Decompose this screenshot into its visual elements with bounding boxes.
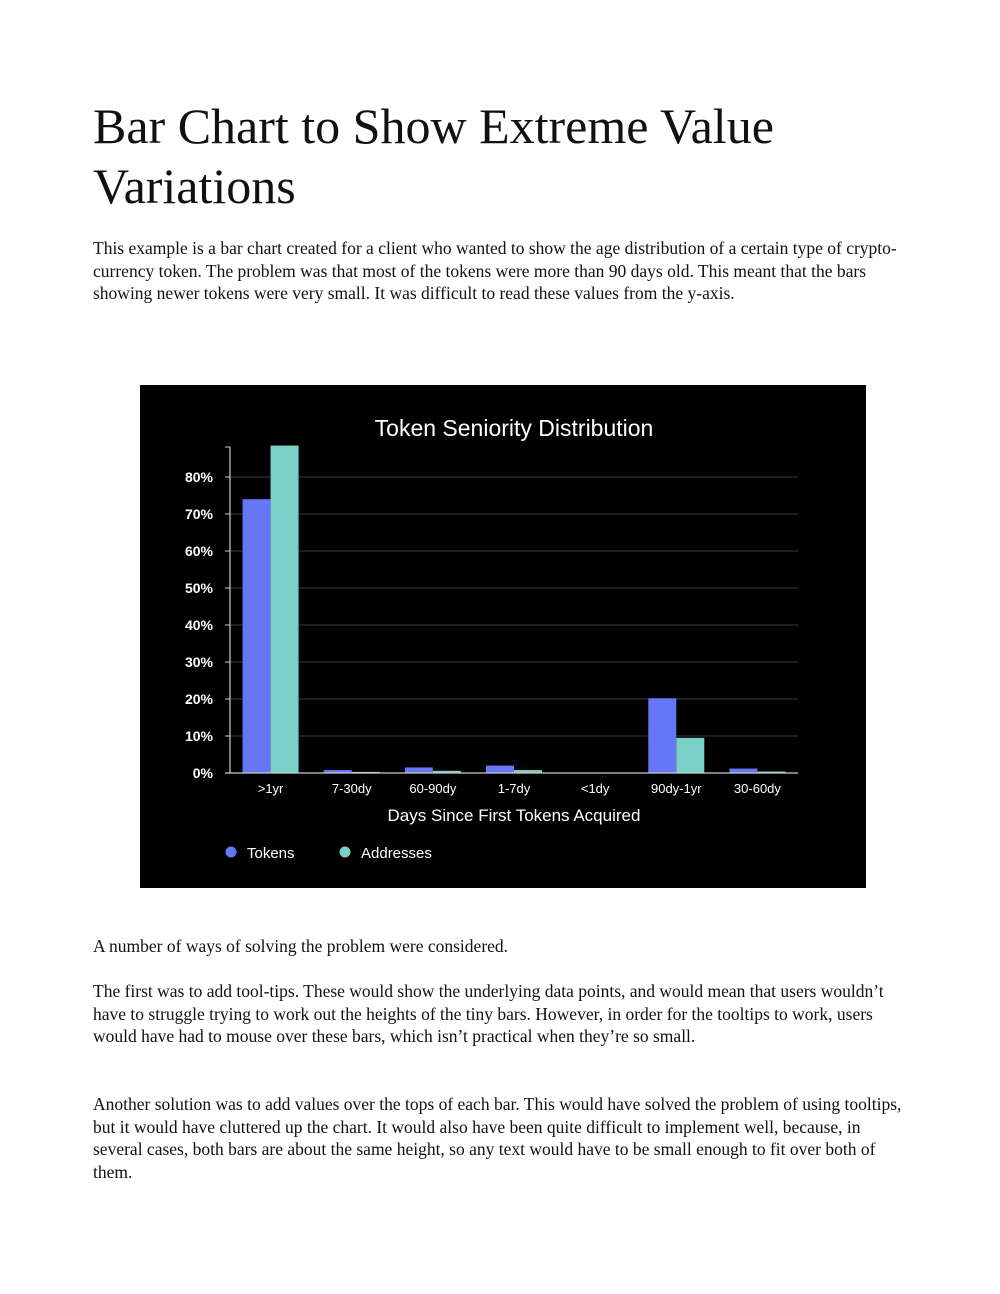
legend-label-tokens: Tokens xyxy=(247,845,295,862)
x-tick-label: 1-7dy xyxy=(497,781,531,796)
y-tick-label: 60% xyxy=(184,543,213,559)
y-tick-label: 50% xyxy=(184,580,213,596)
legend-label-addresses: Addresses xyxy=(361,845,432,862)
y-tick-label: 30% xyxy=(184,654,213,670)
solutions-intro-paragraph: A number of ways of solving the problem were considered. xyxy=(93,936,509,956)
x-tick-label: 7-30dy xyxy=(331,781,372,796)
x-tick-label: <1dy xyxy=(580,781,610,796)
y-tick-label: 0% xyxy=(192,765,213,781)
tooltips-paragraph: The first was to add tool-tips. These would show the underlying data points, and would mean that users wouldn’t have to struggle trying to work out the heights of the tiny bars. However, in order for the tooltips to work, users would have had to mouse over these bars, which isn’t practical when they’re so small. xyxy=(93,981,884,1046)
bar-tokens-2 xyxy=(405,767,433,773)
chart-svg xyxy=(140,385,866,888)
y-tick-label: 70% xyxy=(184,506,213,522)
x-tick-label: 30-60dy xyxy=(733,781,781,796)
y-tick-label: 20% xyxy=(184,691,213,707)
y-tick-label: 80% xyxy=(184,469,213,485)
bar-tokens-0 xyxy=(243,499,271,773)
legend-marker-addresses xyxy=(340,847,351,858)
y-tick-label: 10% xyxy=(184,728,213,744)
bar-tokens-3 xyxy=(486,766,514,773)
legend-marker-tokens xyxy=(226,847,237,858)
bar-tokens-5 xyxy=(648,698,676,773)
chart-title: Token Seniority Distribution xyxy=(374,415,654,441)
bar-chart xyxy=(140,385,866,888)
bar-labels-paragraph: Another solution was to add values over the tops of each bar. This would have solved the problem of using tooltips, but it would have cluttered up the chart. It would also have been quite difficult to implement well, because, in several cases, both bars are about the same height, so any text would have to be small enough to fit over both of them. xyxy=(93,1094,902,1182)
bar-tokens-6 xyxy=(729,769,757,773)
y-tick-label: 40% xyxy=(184,617,213,633)
bar-addresses-5 xyxy=(676,738,704,773)
x-tick-label: 90dy-1yr xyxy=(650,781,702,796)
x-tick-label: 60-90dy xyxy=(409,781,457,796)
x-axis-label: Days Since First Tokens Acquired xyxy=(387,806,641,825)
intro-paragraph: This example is a bar chart created for a client who wanted to show the age distribution of a certain type of crypto-currency token. The problem was that most of the tokens were more than 90 days old. This meant that the bars showing newer tokens were very small. It was difficult to read these values from the y-axis. xyxy=(93,238,897,303)
x-tick-label: >1yr xyxy=(257,781,284,796)
bar-addresses-0 xyxy=(271,446,299,773)
page-title: Bar Chart to Show Extreme Value Variations xyxy=(93,98,774,214)
